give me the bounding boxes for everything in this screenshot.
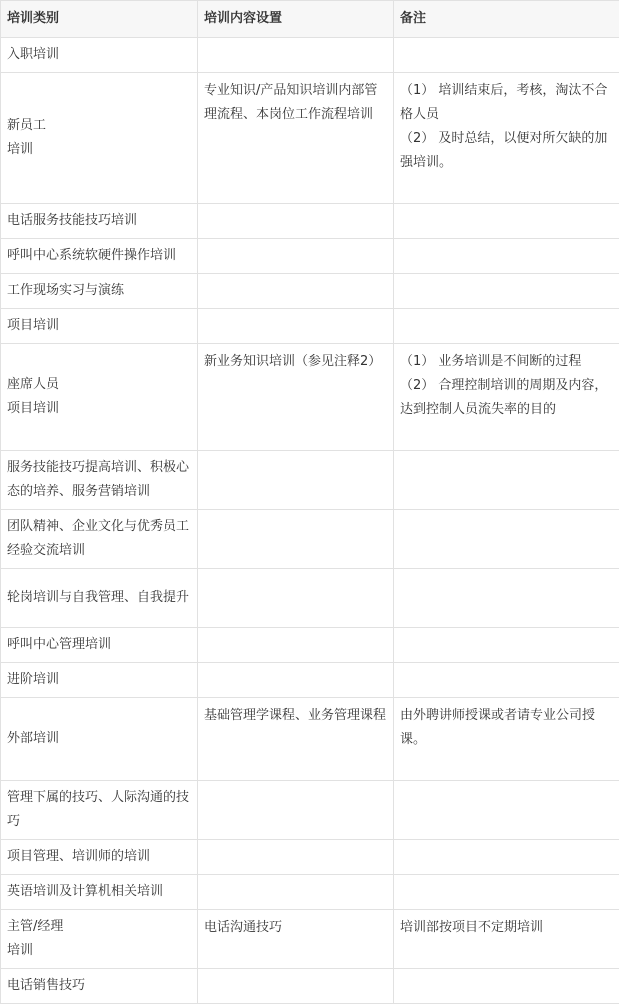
category-line: 新员工: [7, 118, 47, 133]
remarks-cell: [394, 309, 619, 344]
remarks-cell: 培训部按项目不定期培训: [394, 910, 619, 969]
table-row: [1, 969, 619, 1004]
table-row: [1, 875, 619, 910]
content-cell: [198, 38, 394, 73]
category-line: 主管/经理: [7, 919, 64, 934]
remarks-cell: [394, 38, 619, 73]
category-cell: 英语培训及计算机相关培训: [1, 875, 198, 910]
content-cell: [198, 309, 394, 344]
category-cell: [1, 910, 198, 969]
category-cell: 外部培训: [1, 698, 198, 781]
content-cell: [198, 274, 394, 309]
remarks-cell: [394, 239, 619, 274]
header-remarks: 备注: [394, 1, 619, 38]
remarks-cell: [394, 204, 619, 239]
header-training-content: 培训内容设置: [198, 1, 394, 38]
content-cell: [198, 510, 394, 569]
content-cell: 新业务知识培训（参见注释2）: [198, 344, 394, 451]
content-cell: 基础管理学课程、业务管理课程: [198, 698, 394, 781]
table-row: [1, 309, 619, 344]
remarks-cell: [394, 569, 619, 628]
category-cell: 管理下属的技巧、人际沟通的技巧: [1, 781, 198, 840]
remarks-cell: [394, 628, 619, 663]
content-cell: [198, 781, 394, 840]
remarks-line: （1） 业务培训是不间断的过程: [400, 354, 582, 369]
content-cell: [198, 663, 394, 698]
category-cell: 进阶培训: [1, 663, 198, 698]
content-cell: [198, 451, 394, 510]
category-cell: 服务技能技巧提高培训、积极心态的培养、服务营销培训: [1, 451, 198, 510]
remarks-cell: [394, 510, 619, 569]
table-row: [1, 239, 619, 274]
content-cell: [198, 204, 394, 239]
table-row: [1, 344, 619, 451]
remarks-line: （2） 及时总结，以便对所欠缺的加强培训。: [400, 131, 608, 170]
category-cell: [1, 344, 198, 451]
category-line: 培训: [7, 142, 34, 157]
remarks-cell: [394, 663, 619, 698]
category-cell: 轮岗培训与自我管理、自我提升: [1, 569, 198, 628]
category-line: 项目培训: [7, 401, 60, 416]
remarks-cell: [394, 781, 619, 840]
table-row: [1, 781, 619, 840]
category-cell: [1, 73, 198, 204]
content-cell: [198, 628, 394, 663]
header-training-category: 培训类别: [1, 1, 198, 38]
remarks-cell: 由外聘讲师授课或者请专业公司授课。: [394, 698, 619, 781]
remarks-line: （1） 培训结束后，考核，淘汰不合格人员: [400, 83, 608, 122]
remarks-cell: [394, 274, 619, 309]
remarks-cell: [394, 840, 619, 875]
remarks-cell: [394, 73, 619, 204]
remarks-cell: [394, 969, 619, 1004]
category-cell: 工作现场实习与演练: [1, 274, 198, 309]
table-row: [1, 628, 619, 663]
remarks-cell: [394, 344, 619, 451]
table-row: [1, 910, 619, 969]
table-row: [1, 38, 619, 73]
content-cell: [198, 840, 394, 875]
table-row: [1, 569, 619, 628]
table-row: [1, 510, 619, 569]
content-cell: [198, 969, 394, 1004]
category-cell: 入职培训: [1, 38, 198, 73]
table-header-row: [1, 1, 619, 38]
category-line: 座席人员: [7, 377, 60, 392]
content-cell: 电话沟通技巧: [198, 910, 394, 969]
table-row: [1, 698, 619, 781]
content-cell: [198, 239, 394, 274]
table-row: [1, 840, 619, 875]
table-row: [1, 204, 619, 239]
category-cell: 电话销售技巧: [1, 969, 198, 1004]
category-line: 培训: [7, 943, 34, 958]
content-cell: [198, 569, 394, 628]
remarks-cell: [394, 451, 619, 510]
table-row: [1, 663, 619, 698]
remarks-line: （2） 合理控制培训的周期及内容，达到控制人员流失率的目的: [400, 378, 608, 417]
table-row: [1, 73, 619, 204]
content-cell: 专业知识/产品知识培训内部管理流程、本岗位工作流程培训: [198, 73, 394, 204]
table-row: [1, 451, 619, 510]
table-row: [1, 274, 619, 309]
remarks-cell: [394, 875, 619, 910]
category-cell: 电话服务技能技巧培训: [1, 204, 198, 239]
content-cell: [198, 875, 394, 910]
category-cell: 团队精神、企业文化与优秀员工经验交流培训: [1, 510, 198, 569]
category-cell: 呼叫中心管理培训: [1, 628, 198, 663]
category-cell: 呼叫中心系统软硬件操作培训: [1, 239, 198, 274]
category-cell: 项目管理、培训师的培训: [1, 840, 198, 875]
category-cell: 项目培训: [1, 309, 198, 344]
